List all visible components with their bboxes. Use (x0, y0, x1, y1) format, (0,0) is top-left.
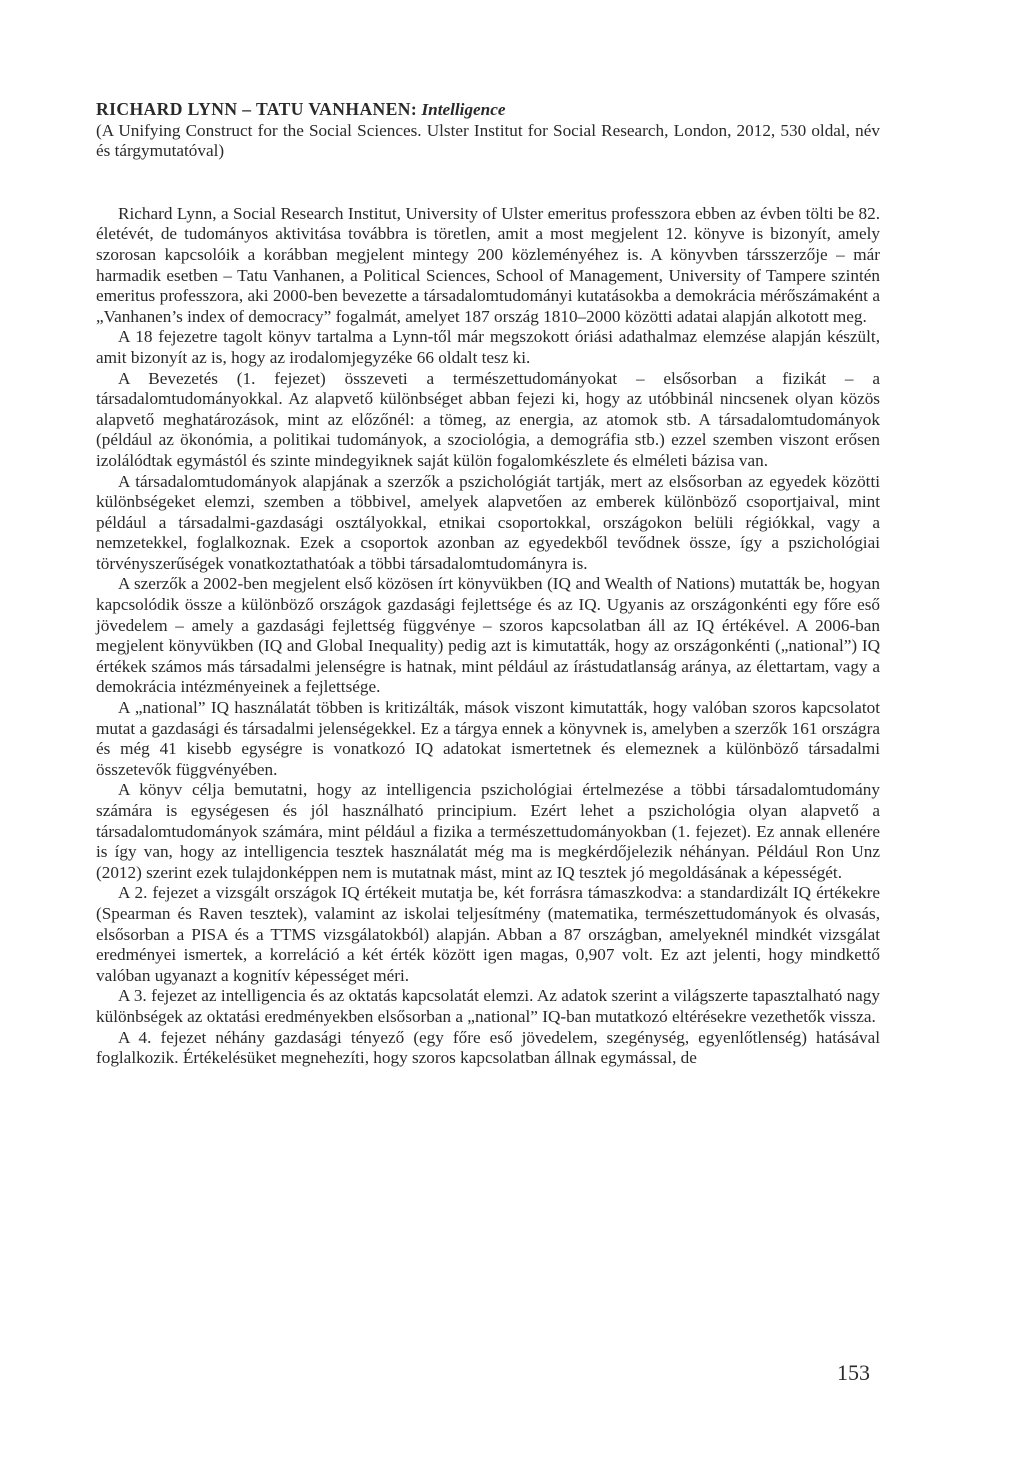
paragraph-3: A Bevezetés (1. fejezet) összeveti a természettudományokat – elsősorban a fizikát – a társadalomtudományokkal. Az alapvető különbséget abban fejezi ki, hogy az utóbbinál nincsenek olyan közös alapvető meghatározások, mint az előzőnél: a tömeg, az energia, az atomok stb. A társadalomtudományok (például az ökonómia, a politikai tudományok, a szociológia, a demográfia stb.) ezzel szemben viszont erősen izolálódtak egymástól és szinte mindegyiknek saját külön fogalomkészlete és elméleti bázisa van. (96, 368, 880, 470)
paragraph-4: A társadalomtudományok alapjának a szerzők a pszichológiát tartják, mert az elsősorban az egyedek közötti különbségeket elemzi, szemben a többivel, amelyek alapvetően az emberek különböző csoportjaival, mint például a társadalmi-gazdasági osztályokkal, etnikai csoportokkal, országokon belüli régiókkal, vagy a nemzetekkel, foglalkoznak. Ezek a csoportok azonban az egyedekből tevődnek össze, így a pszichológiai törvényszerűségek vonatkoztathatóak a többi társadalomtudományra is. (96, 471, 880, 573)
paragraph-1: Richard Lynn, a Social Research Institut, University of Ulster emeritus professzora ebben az évben tölti be 82. életévét, de tudományos aktivitása továbbra is töretlen, amit a most megjelent 12. könyve is bizonyít, amely szorosan kapcsolóik a korábban megjelent mintegy 200 közleményéhez is. A könyvben társszerzője – már harmadik esetben – Tatu Vanhanen, a Political Sciences, School of Management, University of Tampere szintén emeritus professzora, aki 2000-ben bevezette a társadalomtudományi kutatásokba a demokrácia mérőszámaként a „Vanhanen’s index of democracy” fogalmát, amelyet 187 ország 1810–2000 közötti adatai alapján alkotott meg. (96, 203, 880, 326)
paragraph-9: A 3. fejezet az intelligencia és az oktatás kapcsolatát elemzi. Az adatok szerint a világszerte tapasztalható nagy különbségek az oktatási eredményekben elsősorban a „national” IQ-ban mutatkozó eltérésekre vezethetők vissza. (96, 986, 880, 1026)
paragraph-8: A 2. fejezet a vizsgált országok IQ értékeit mutatja be, két forrásra támaszkodva: a standardizált IQ értékekre (Spearman és Raven tesztek), valamint az iskolai teljesítmény (matematika, természettudományok és olvasás, elsősorban a PISA és a TTMS vizsgálatokból) alapján. Abban a 87 országban, amelyeknél mindkét vizsgálat eredményei ismertek, a korreláció a két érték között igen magas, 0,907 volt. Ez azt jelenti, hogy mindkettő valóban ugyanazt a kognitív képességet méri. (96, 883, 880, 985)
heading-spacer (96, 162, 880, 204)
review-heading (96, 99, 880, 121)
paragraph-7: A könyv célja bemutatni, hogy az intelligencia pszichológiai értelmezése a többi társadalomtudomány számára is egységesen és jól használható principium. Ezért lehet a pszichológia olyan alapvető a társadalomtudományok számára, mint például a fizika a természettudományokban (1. fejezet). Ez annak ellenére is így van, hogy az intelligencia tesztek használatát még ma is megkérdőjelezik néhányan. Például Ron Unz (2012) szerint ezek tulajdonképpen nem is mutatnak mást, mint az IQ tesztek jó megoldásának a képességét. (96, 780, 880, 882)
review-page (96, 99, 880, 1069)
book-title: Intelligence (421, 100, 506, 119)
paragraph-5: A szerzők a 2002-ben megjelent első közösen írt könyvükben (IQ and Wealth of Nations) mutatták be, hogyan kapcsolódik össze a különböző országok gazdasági fejlettsége és az IQ. Ugyanis az országonkénti egy főre eső jövedelem – amely a gazdasági fejlettség függvénye – szoros kapcsolatban áll az IQ értékével. A 2006-ban megjelent könyvükben (IQ and Global Inequality) pedig azt is kimutatták, hogy az országonkénti („national”) IQ értékek számos más társadalmi jelenségre is hatnak, mint például az írástudatlanság aránya, az élettartam, vagy a demokrácia intézményeinek a fejlettsége. (96, 574, 880, 697)
book-authors: RICHARD LYNN – TATU VANHANEN: (96, 99, 418, 119)
paragraph-2: A 18 fejezetre tagolt könyv tartalma a Lynn-től már megszokott óriási adathalmaz elemzése alapján készült, amit bizonyít az is, hogy az irodalomjegyzéke 66 oldalt tesz ki. (96, 327, 880, 367)
paragraph-6: A „national” IQ használatát többen is kritizálták, mások viszont kimutatták, hogy valóban szoros kapcsolatot mutat a gazdasági és társadalmi jelenségekkel. Ez a tárgya ennek a könyvnek is, amelyben a szerzők 161 országra és még 41 kisebb egységre is vonatkozó IQ adatokat ismertetnek és elemeznek a különböző társadalmi összetevők függvényében. (96, 698, 880, 779)
book-details: (A Unifying Construct for the Social Sciences. Ulster Institut for Social Research, London, 2012, 530 oldal, név és tárgymutatóval) (96, 120, 880, 161)
page-number: 153 (837, 1360, 870, 1385)
paragraph-10: A 4. fejezet néhány gazdasági tényező (egy főre eső jövedelem, szegénység, egyenlőtlenség) hatásával foglalkozik. Értékelésüket megnehezíti, hogy szoros kapcsolatban állnak egymással, de (96, 1027, 880, 1068)
